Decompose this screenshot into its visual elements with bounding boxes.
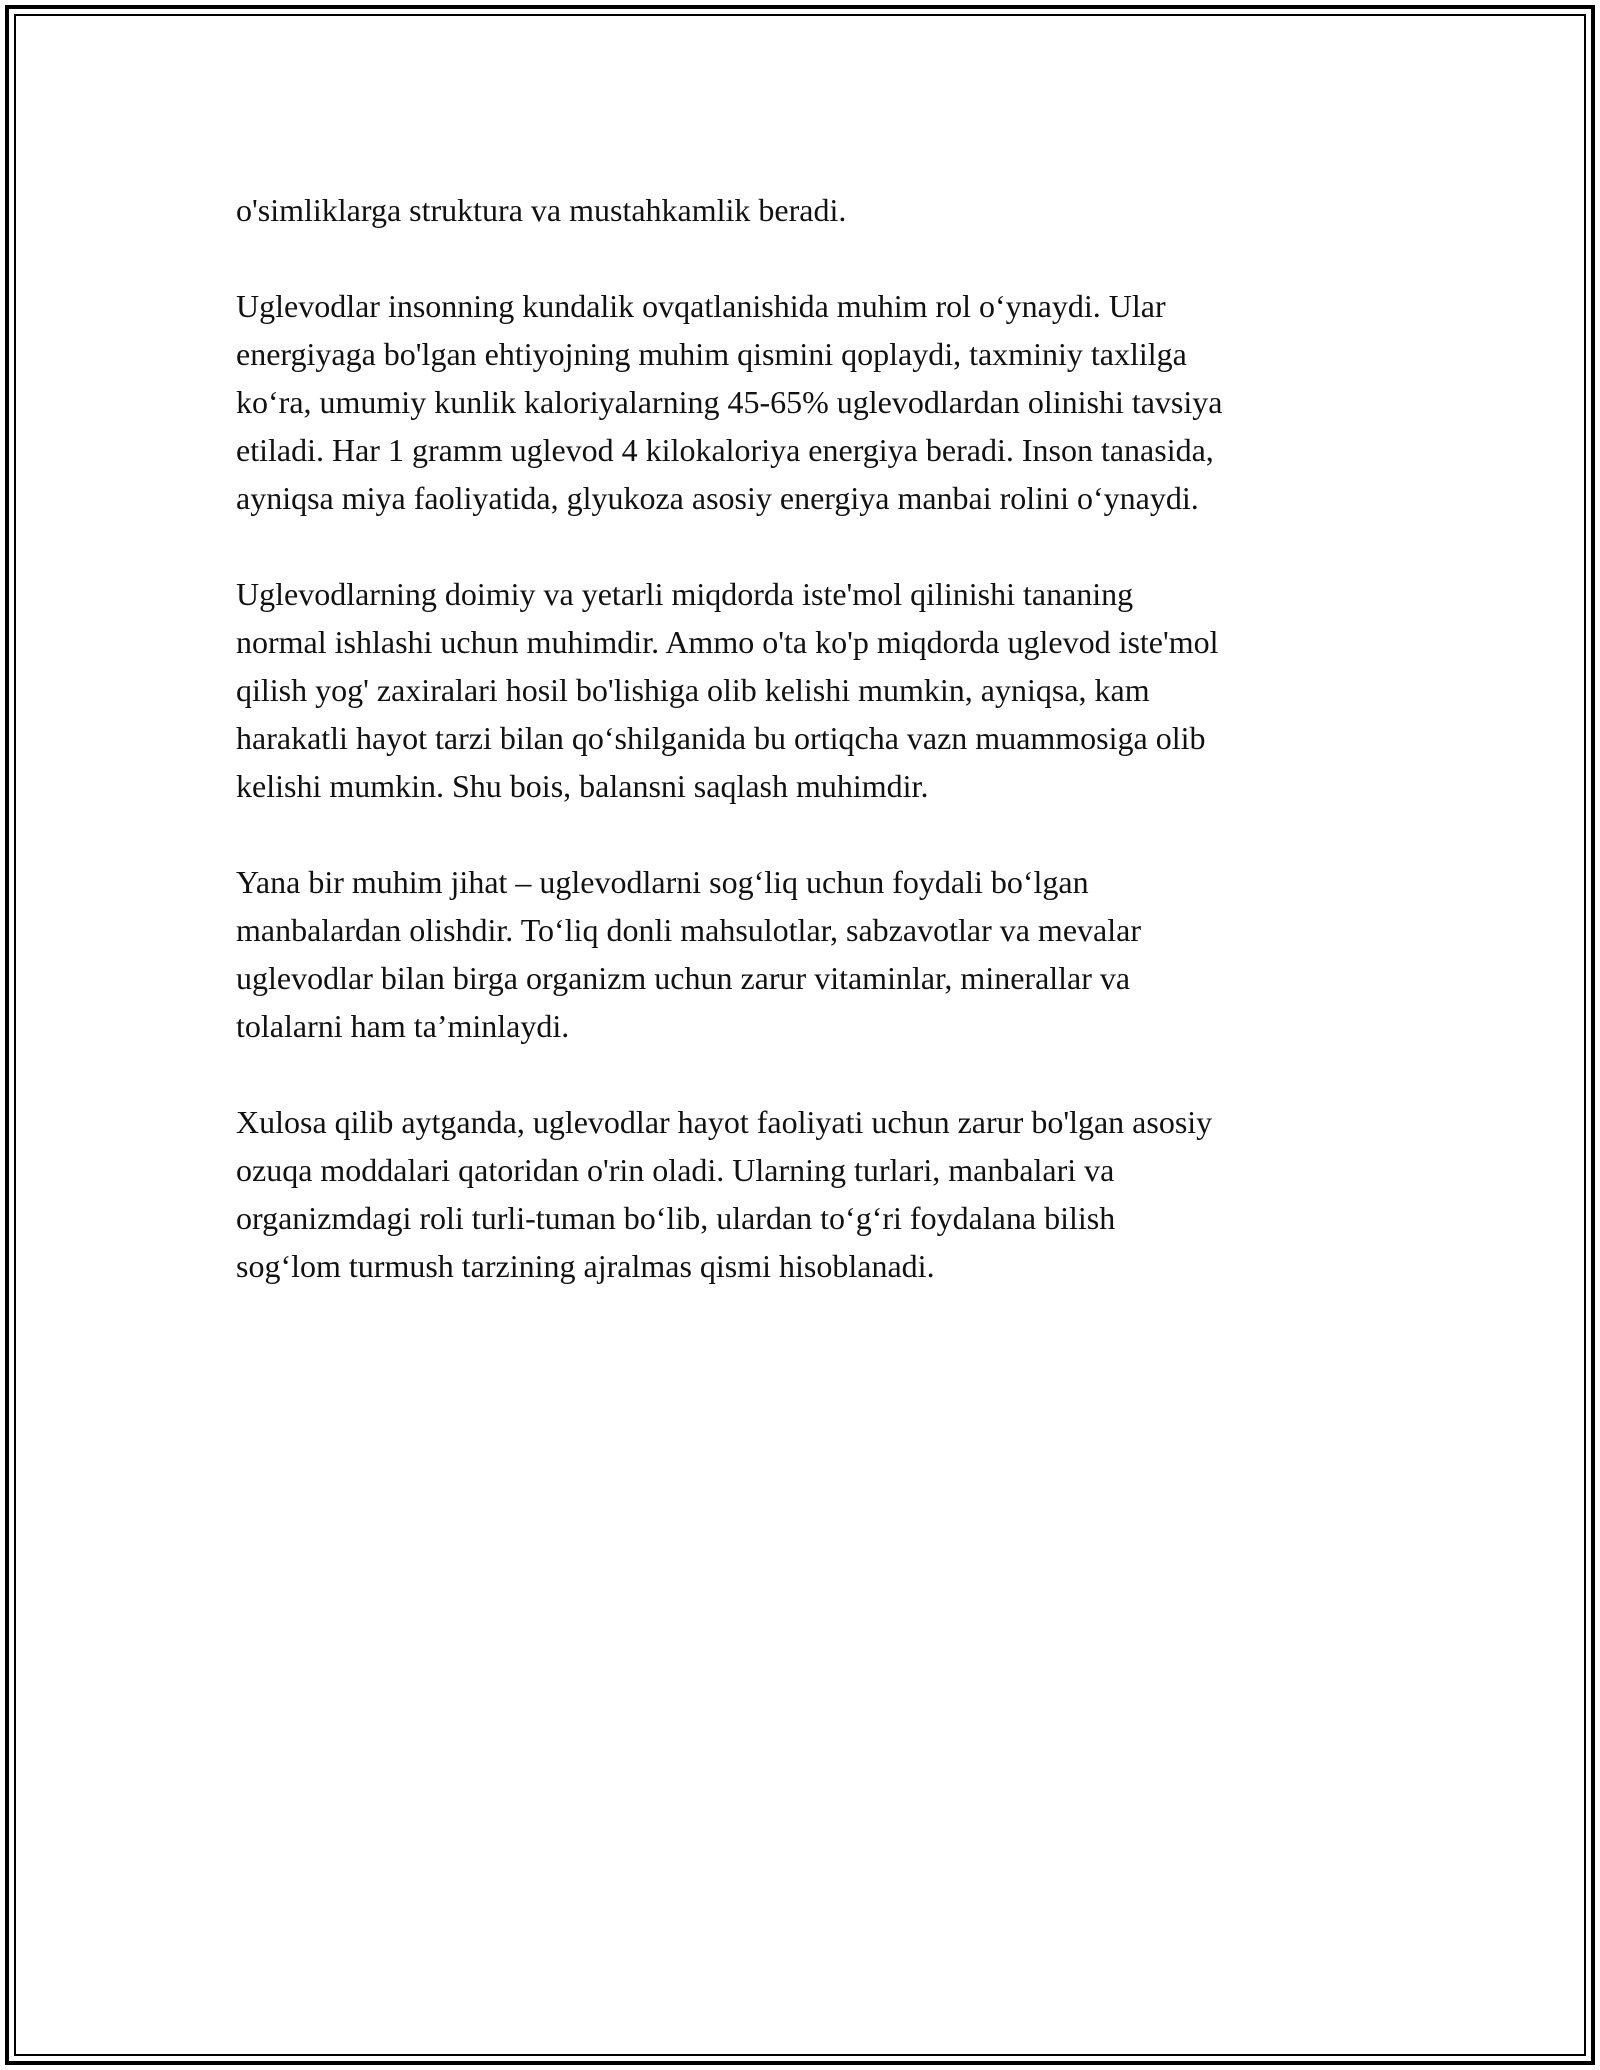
- text-line: Uglevodlar insonning kundalik ovqatlanishida muhim rol o‘ynaydi. Ular: [236, 288, 1166, 324]
- text-line: organizmdagi roli turli-tuman bo‘lib, ulardan to‘g‘ri foydalana bilish: [236, 1200, 1116, 1236]
- text-line: qilish yog' zaxiralari hosil bo'lishiga olib kelishi mumkin, ayniqsa, kam: [236, 672, 1150, 708]
- text-line: Uglevodlarning doimiy va yetarli miqdorda iste'mol qilinishi tananing: [236, 576, 1134, 612]
- text-line: sog‘lom turmush tarzining ajralmas qismi hisoblanadi.: [236, 1248, 935, 1284]
- text-line: normal ishlashi uchun muhimdir. Ammo o'ta ko'p miqdorda uglevod iste'mol: [236, 624, 1219, 660]
- paragraph-2: [236, 282, 1376, 522]
- text-line: tolalarni ham ta’minlaydi.: [236, 1008, 570, 1044]
- text-line: ayniqsa miya faoliyatida, glyukoza asosiy energiya manbai rolini o‘ynaydi.: [236, 480, 1199, 516]
- text-line: Xulosa qilib aytganda, uglevodlar hayot faoliyati uchun zarur bo'lgan asosiy: [236, 1104, 1213, 1140]
- document-body: [236, 186, 1376, 1338]
- text-line: o'simliklarga struktura va mustahkamlik beradi.: [236, 192, 847, 228]
- paragraph-1: [236, 186, 1376, 234]
- text-line: ko‘ra, umumiy kunlik kaloriyalarning 45-65% uglevodlardan olinishi tavsiya: [236, 384, 1223, 420]
- text-line: energiyaga bo'lgan ehtiyojning muhim qismini qoplaydi, taxminiy taxlilga: [236, 336, 1187, 372]
- paragraph-3: [236, 570, 1376, 810]
- text-line: etiladi. Har 1 gramm uglevod 4 kilokaloriya energiya beradi. Inson tanasida,: [236, 432, 1214, 468]
- text-line: ozuqa moddalari qatoridan o'rin oladi. Ularning turlari, manbalari va: [236, 1152, 1115, 1188]
- text-line: Yana bir muhim jihat – uglevodlarni sog‘liq uchun foydali bo‘lgan: [236, 864, 1089, 900]
- paragraph-5: [236, 1098, 1376, 1290]
- text-line: harakatli hayot tarzi bilan qo‘shilganida bu ortiqcha vazn muammosiga olib: [236, 720, 1206, 756]
- paragraph-4: [236, 858, 1376, 1050]
- text-line: manbalardan olishdir. To‘liq donli mahsulotlar, sabzavotlar va mevalar: [236, 912, 1141, 948]
- text-line: kelishi mumkin. Shu bois, balansni saqlash muhimdir.: [236, 768, 929, 804]
- text-line: uglevodlar bilan birga organizm uchun zarur vitaminlar, minerallar va: [236, 960, 1131, 996]
